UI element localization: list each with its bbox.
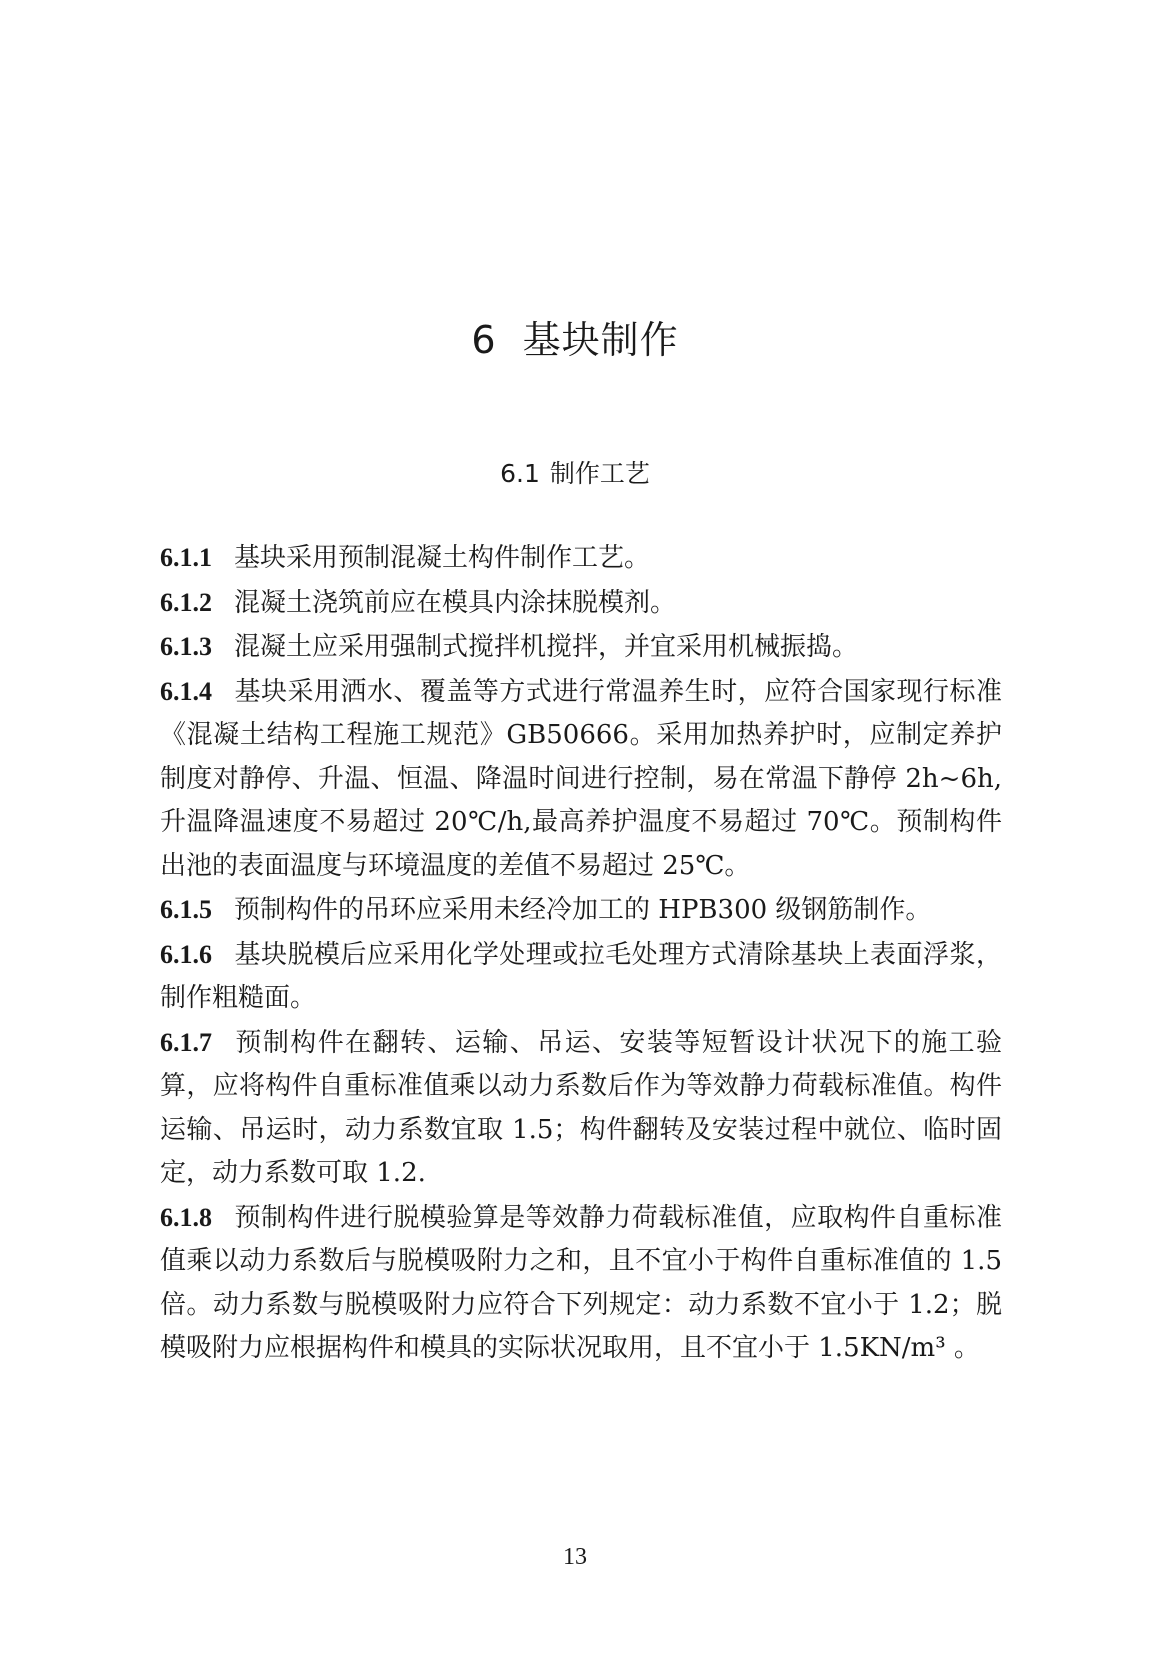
clause-text: 预制构件进行脱模验算是等效静力荷载标准值，应取构件自重标准值乘以动力系数后与脱模吸附力之和，且不宜小于构件自重标准值的 1.5 倍。动力系数与脱模吸附力应符合下列规定：动力系数不宜小于 1.2；脱模吸附力应根据构件和模具的实际状况取用，且不宜小于 1.5KN/m³ 。 (160, 1202, 1002, 1363)
clause-6-1-2 (160, 581, 1002, 626)
clause-6-1-4 (160, 670, 1002, 889)
clause-text: 基块脱模后应采用化学处理或拉毛处理方式清除基块上表面浮浆，制作粗糙面。 (160, 939, 1002, 1013)
clause-number: 6.1.7 (160, 1027, 212, 1057)
clause-list (160, 536, 1002, 1371)
clause-number: 6.1.3 (160, 632, 212, 661)
page-number: 13 (563, 1544, 587, 1570)
clause-text: 基块采用洒水、覆盖等方式进行常温养生时，应符合国家现行标准《混凝土结构工程施工规范》GB50666。采用加热养护时，应制定养护制度对静停、升温、恒温、降温时间进行控制，易在常温下静停 2h~6h,升温降温速度不易超过 20℃/h,最高养护温度不易超过 70℃。预制构件出池的表面温度与环境温度的差值不易超过 25℃。 (160, 676, 1002, 881)
clause-text: 预制构件在翻转、运输、吊运、安装等短暂设计状况下的施工验算，应将构件自重标准值乘以动力系数后作为等效静力荷载标准值。构件运输、吊运时，动力系数宜取 1.5；构件翻转及安装过程中就位、临时固定，动力系数可取 1.2. (160, 1027, 1002, 1188)
section-number: 6.1 (500, 459, 540, 488)
clause-number: 6.1.4 (160, 676, 212, 706)
section-title-text: 制作工艺 (549, 459, 650, 488)
clause-text: 基块采用预制混凝土构件制作工艺。 (234, 543, 651, 573)
chapter-title-text: 基块制作 (522, 318, 679, 362)
clause-6-1-5 (160, 888, 1002, 933)
clause-number: 6.1.8 (160, 1202, 212, 1232)
chapter-title (0, 318, 1150, 362)
chapter-number: 6 (471, 318, 497, 362)
clause-6-1-8 (160, 1196, 1002, 1371)
clause-number: 6.1.5 (160, 895, 212, 924)
clause-number: 6.1.1 (160, 543, 212, 572)
section-title (0, 458, 1150, 490)
clause-6-1-1 (160, 536, 1002, 581)
clause-number: 6.1.6 (160, 939, 212, 969)
clause-6-1-7 (160, 1021, 1002, 1196)
clause-text: 混凝土应采用强制式搅拌机搅拌，并宜采用机械振捣。 (234, 632, 859, 662)
clause-text: 预制构件的吊环应采用未经冷加工的 HPB300 级钢筋制作。 (234, 895, 932, 925)
clause-6-1-3 (160, 625, 1002, 670)
clause-6-1-6 (160, 933, 1002, 1021)
clause-number: 6.1.2 (160, 587, 212, 617)
clause-text: 混凝土浇筑前应在模具内涂抹脱模剂。 (234, 587, 677, 618)
